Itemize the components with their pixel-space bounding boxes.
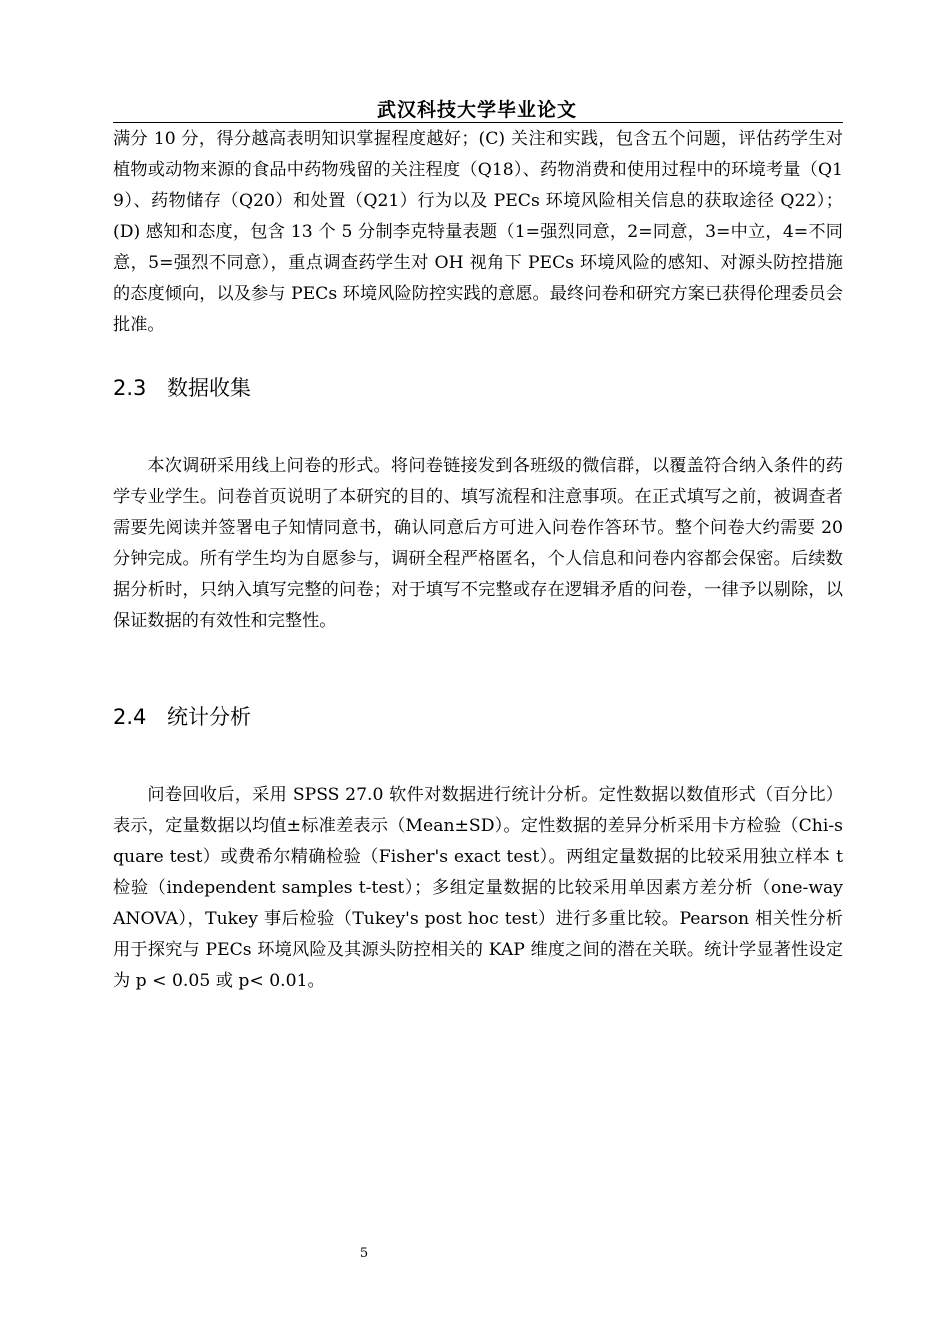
section-title: 统计分析 <box>167 705 251 729</box>
header-rule <box>113 122 843 123</box>
statistical-analysis-paragraph: 问卷回收后，采用 SPSS 27.0 软件对数据进行统计分析。定性数据以数值形式（百分比）表示，定量数据以均值±标准差表示（Mean±SD）。定性数据的差异分析采用卡方检验（Chi-square test）或费希尔精确检验（Fisher's exact test）。两组定量数据的比较采用独立样本 t 检验（independent samples t-test）；多组定量数据的比较采用单因素方差分析（one-way ANOVA），Tukey 事后检验（Tukey's post hoc test）进行多重比较。Pearson 相关性分析用于探究与 PECs 环境风险及其源头防控相关的 KAP 维度之间的潜在关联。统计学显著性设定为 p < 0.05 或 p< 0.01。 <box>113 785 843 991</box>
data-collection-paragraph: 本次调研采用线上问卷的形式。将问卷链接发到各班级的微信群，以覆盖符合纳入条件的药学专业学生。问卷首页说明了本研究的目的、填写流程和注意事项。在正式填写之前，被调查者需要先阅读并签署电子知情同意书，确认同意后方可进入问卷作答环节。整个问卷大约需要 20 分钟完成。所有学生均为自愿参与，调研全程严格匿名，个人信息和问卷内容都会保密。后续数据分析时，只纳入填写完整的问卷；对于填写不完整或存在逻辑矛盾的问卷，一律予以剔除，以保证数据的有效性和完整性。 <box>113 456 843 631</box>
section-heading-statistical-analysis <box>113 703 251 731</box>
section-number: 2.4 <box>113 705 147 729</box>
page-number: 5 <box>359 1246 369 1261</box>
section-title: 数据收集 <box>167 376 251 400</box>
section-number: 2.3 <box>113 376 147 400</box>
section-heading-data-collection <box>113 374 251 402</box>
running-header: 武汉科技大学毕业论文 <box>376 99 577 121</box>
intro-paragraph: 满分 10 分，得分越高表明知识掌握程度越好；(C) 关注和实践，包含五个问题，评估药学生对植物或动物来源的食品中药物残留的关注程度（Q18）、药物消费和使用过程中的环境考量（Q19）、药物储存（Q20）和处置（Q21）行为以及 PECs 环境风险相关信息的获取途径 Q22）；(D) 感知和态度，包含 13 个 5 分制李克特量表题（1=强烈同意，2=同意，3=中立，4=不同意，5=强烈不同意），重点调查药学生对 OH 视角下 PECs 环境风险的感知、对源头防控措施的态度倾向，以及参与 PECs 环境风险防控实践的意愿。最终问卷和研究方案已获得伦理委员会批准。 <box>113 129 843 335</box>
